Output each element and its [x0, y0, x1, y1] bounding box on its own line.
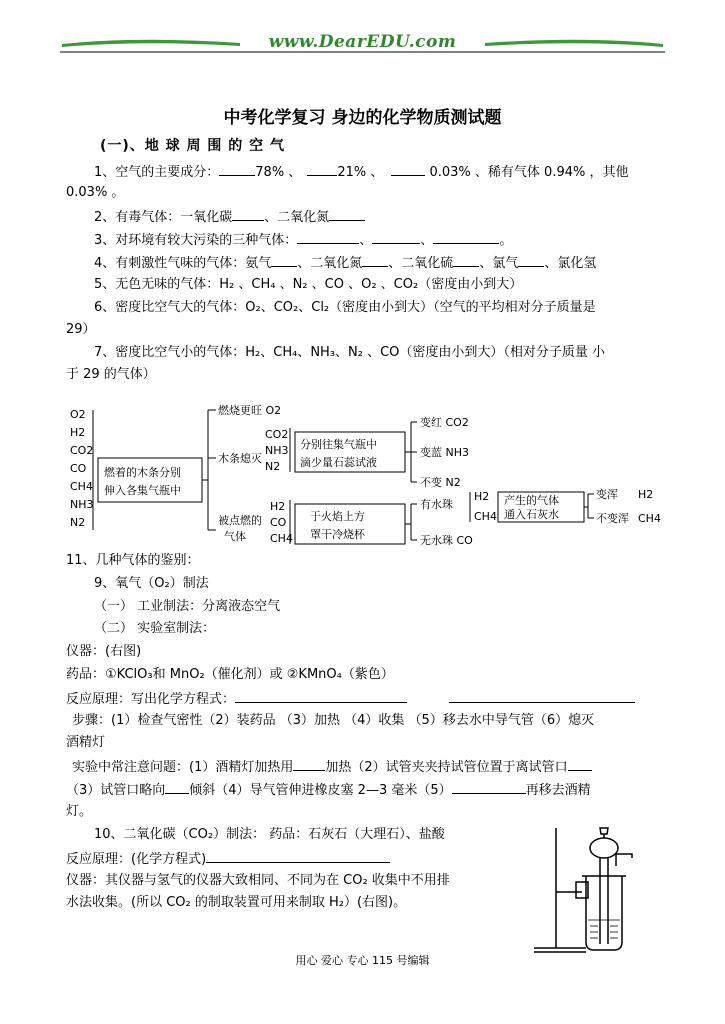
q5-line: 5、无色无味的气体：H₂ 、CH₄ 、N₂ 、CO 、O₂ 、CO₂（密度由小到大） — [94, 277, 523, 292]
gas-label: NH3 — [70, 498, 94, 511]
step-label: 分别往集气瓶中 — [300, 438, 377, 451]
instrument-line: 仪器：(右图) — [66, 644, 142, 659]
gas-list — [70, 408, 94, 529]
notes-line2: （3）试管口略向 倾斜（4）导气管伸进橡皮塞 2—3 毫米（5） 再移去酒精 — [66, 780, 591, 800]
principle-line: 反应原理：写出化学方程式： — [66, 689, 635, 709]
q1-line1: 1、空气的主要成分： 78% 、 21% 、 0.03% 、稀有气体 0.94% ，其他 — [94, 162, 628, 182]
q10-instr-line1: 仪器：其仪器与氢气的仪器大致相同、不同为在 CO₂ 收集中不用排 — [66, 873, 450, 888]
q10-instr-line2: 水法收集。(所以 CO₂ 的制取装置可用来制取 H₂）(右图)。 — [66, 895, 407, 910]
gas-label: CO — [70, 462, 87, 475]
industrial-line: （一） 工业制法：分离液态空气 — [94, 599, 281, 614]
result-label: 变蓝 NH3 — [420, 446, 469, 459]
site-header — [60, 30, 665, 56]
notes-line1: 实验中常注意问题：(1）酒精灯加热用 加热（2）试管夹夹持试管位置于离试管口 — [72, 757, 592, 777]
step-label: 气体 — [224, 530, 246, 543]
gas-label: H2 — [474, 490, 490, 503]
gas-label: H2 — [270, 500, 286, 513]
step-label: 伸入各集气瓶中 — [104, 484, 181, 497]
gas-label: N2 — [70, 516, 86, 529]
result-label: 变浑 — [596, 488, 618, 501]
q10-line: 10、二氧化碳（CO₂）制法： 药品：石灰石（大理石）、盐酸 — [94, 827, 445, 842]
step-label: 燃着的木条分别 — [104, 466, 181, 479]
q7-line2: 于 29 的气体） — [66, 367, 156, 382]
gas-label: CH4 — [270, 532, 293, 545]
result-label: 无水珠 CO — [420, 534, 473, 547]
result-label: 变红 CO2 — [420, 416, 469, 429]
q9-line: 9、氧气（O₂）制法 — [94, 576, 209, 591]
q11-line: 11、几种气体的鉴别： — [66, 553, 200, 568]
notes-line3: 灯。 — [66, 804, 93, 819]
step-label: 被点燃的 — [218, 514, 262, 527]
page-title: 中考化学复习 身边的化学物质测试题 — [223, 108, 502, 128]
site-url[interactable]: www.DearEDU.com — [268, 32, 457, 52]
result-label: 燃烧更旺 O2 — [218, 404, 282, 417]
lab-line: （二） 实验室制法： — [94, 621, 216, 636]
result-label: 不变浑 — [596, 512, 629, 525]
q10-principle-line: 反应原理：(化学方程式) — [66, 849, 390, 869]
steps-line1: 步骤：(1）检查气密性（2）装药品 （3）加热 （4）收集 （5）移去水中导气管（6）熄灭 — [72, 713, 595, 728]
gas-label: CO2 — [70, 444, 94, 457]
q6-line1: 6、密度比空气大的气体：O₂、CO₂、Cl₂（密度由小到大）（空气的平均相对分子质量是 — [94, 300, 596, 315]
page-footer: 用心 爱心 专心 115 号编辑 — [295, 954, 430, 967]
gas-label: CH4 — [70, 480, 93, 493]
q6-line2: 29） — [66, 322, 96, 337]
gas-label: H2 — [70, 426, 86, 439]
section-heading: (一)、地 球 周 围 的 空 气 — [100, 138, 286, 154]
result-label: 木条熄灭 — [218, 452, 262, 465]
q2-line: 2、有毒气体：一氧化碳 、二氧化氮 — [94, 207, 365, 227]
result-label: 有水珠 — [420, 498, 453, 511]
q7-line1: 7、密度比空气小的气体：H₂、CH₄、NH₃、N₂ 、CO（密度由小到大）（相对分子质量 小 — [94, 345, 606, 360]
gas-label: CO — [270, 516, 287, 529]
gas-identification-diagram — [68, 400, 668, 552]
step-label: 产生的气体 — [504, 494, 559, 507]
q3-line: 3、对环境有较大污染的三种气体： 、 、 。 — [94, 230, 512, 250]
gas-label: N2 — [265, 460, 281, 473]
q1-line2: 0.03% 。 — [66, 185, 125, 200]
drugs-line: 药品：①KClO₃和 MnO₂（催化剂）或 ②KMnO₄（紫色） — [66, 667, 394, 682]
step-label: 通入石灰水 — [504, 508, 559, 521]
q4-line: 4、有刺激性气味的气体：氨气 、二氧化氮 、二氧化硫 、氯气 、氯化氢 — [94, 253, 596, 273]
gas-generation-apparatus-image — [530, 822, 640, 954]
step-label: 罩干冷烧杯 — [310, 528, 365, 541]
gas-label: H2 — [638, 488, 654, 501]
gas-label: CO2 — [265, 428, 289, 441]
steps-line2: 酒精灯 — [66, 735, 106, 750]
gas-label: O2 — [70, 408, 86, 421]
gas-label: CH4 — [474, 510, 497, 523]
step-label: 于火焰上方 — [310, 510, 365, 523]
step-label: 滴少量石蕊试液 — [300, 456, 377, 469]
gas-label: CH4 — [638, 512, 661, 525]
result-label: 不变 N2 — [420, 476, 461, 489]
gas-label: NH3 — [265, 444, 289, 457]
